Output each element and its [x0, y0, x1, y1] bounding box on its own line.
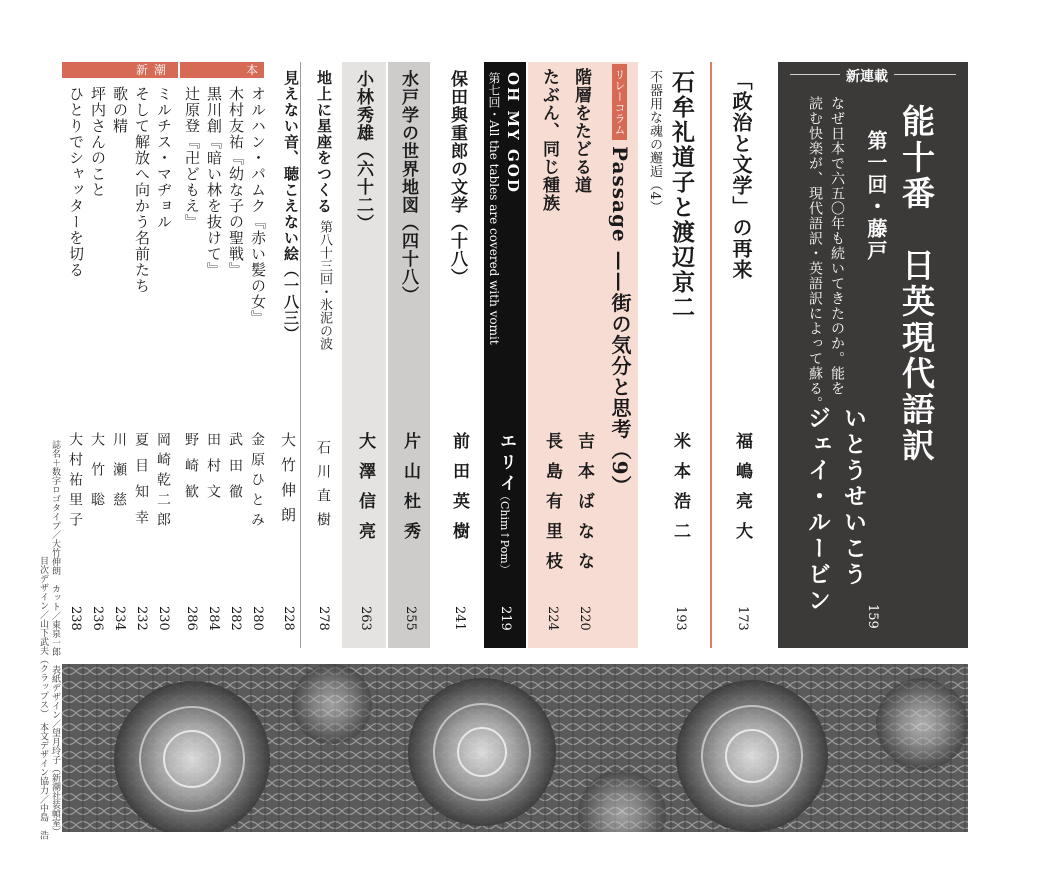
essay-page-maeda: 241	[452, 606, 467, 631]
book-item-2[interactable]: 黒川創『暗い林を抜けて』	[205, 86, 223, 278]
essay-page-yoshimoto: 220	[577, 606, 592, 631]
essay-title-tabun[interactable]: たぶん、同じ種族	[539, 68, 559, 212]
book-page-2: 284	[206, 606, 221, 631]
feature-author-1: いとうせいこう	[840, 406, 867, 588]
shinchou-page-0: 230	[156, 606, 171, 631]
shinchou-item-0[interactable]: ミルチス・マヂョル	[155, 86, 173, 230]
essay-sub-seiza: 第八十三回・氷泥の波	[317, 220, 332, 350]
essay-title-yasuda[interactable]: 保田與重郎の文学（十八）	[447, 70, 467, 286]
shinchou-author-0: 岡崎乾二郎	[155, 432, 171, 532]
pink-divider	[710, 62, 712, 648]
feature-label: 新連載	[840, 66, 894, 86]
essay-title-politics[interactable]: 「政治と文学」の再来	[729, 70, 753, 280]
feature-title[interactable]: 能十番 日英現代語訳	[897, 104, 936, 464]
shinchou-header-label: 新潮	[136, 63, 173, 77]
shinchou-author-4: 大村祐里子	[67, 432, 83, 532]
essay-page-osawa: 263	[358, 606, 373, 631]
cabbage-illustration	[62, 664, 968, 832]
feature-page: 159	[865, 604, 880, 629]
essay-page-otake: 228	[281, 606, 296, 631]
essay-sub-ishimure: 不器用な魂の邂逅（4）	[647, 70, 662, 214]
essay-title-seiza[interactable]: 地上に星座をつくる	[315, 70, 333, 214]
feature-blurb-2: 読む快楽が、現代語訳・英語訳によって蘇る。	[807, 96, 823, 411]
essay-author-osawa: 大澤信亮	[355, 432, 375, 552]
shinchou-page-2: 234	[112, 606, 127, 631]
book-item-1[interactable]: 木村友祐『幼な子の聖戦』	[227, 86, 245, 278]
feature-subtitle: 第一回・藤戸	[864, 130, 888, 262]
essay-sub-ohmygod: 第七回・All the tables are covered with vomit	[487, 72, 501, 345]
shinchou-item-3[interactable]: 坪内さんのこと	[89, 86, 107, 198]
book-author-2: 田村文	[205, 432, 221, 510]
essay-author-ishimure: 米本浩二	[670, 432, 690, 552]
shinchou-author-3: 大竹聡	[89, 432, 105, 522]
essay-page-nagashima: 224	[545, 606, 560, 631]
relay-column-tag: リレーコラム	[612, 64, 627, 140]
shinchou-page-4: 238	[68, 606, 83, 631]
book-author-3: 野崎歓	[183, 432, 199, 510]
book-page-3: 286	[184, 606, 199, 631]
essay-page-politics: 173	[735, 606, 750, 631]
shinchou-page-1: 232	[134, 606, 149, 631]
essay-author-katayama: 片山杜秀	[400, 432, 420, 552]
shinchou-author-1: 夏目知幸	[133, 432, 149, 536]
credits-line-2: 目次デザイン／山下武夫（クラップス） 本文デザイン協力／中島 浩	[38, 556, 48, 840]
book-item-3[interactable]: 辻原登『卍どもえ』	[183, 86, 201, 230]
essay-author-maeda: 前田英樹	[449, 432, 469, 552]
book-author-0: 金原ひとみ	[249, 432, 265, 532]
ornamental-cabbage-photo	[62, 664, 968, 832]
shinchou-item-1[interactable]: そして解放へ向かう名前たち	[133, 86, 151, 294]
books-header-label: 本	[246, 63, 259, 77]
essay-title-mito[interactable]: 水戸学の世界地図（四十八）	[398, 70, 418, 304]
essay-author-politics: 福嶋亮大	[732, 432, 752, 552]
essay-author-note-ohmygod: （Chim↑Pom）	[498, 490, 511, 575]
book-page-1: 282	[228, 606, 243, 631]
essay-author-otake: 大竹伸朗	[279, 432, 297, 532]
essay-title-ohmygod[interactable]: OH MY GOD	[504, 72, 522, 194]
shinchou-item-4[interactable]: ひとりでシャッターを切る	[67, 86, 85, 278]
essay-author-ohmygod: エリイ	[496, 432, 516, 495]
divider-books	[300, 62, 301, 648]
essay-page-ohmygod: 219	[498, 606, 513, 631]
essay-title-mienai[interactable]: 見えない音、聴こえない絵（一八三）	[282, 70, 300, 342]
book-author-1: 武田徹	[227, 432, 243, 510]
essay-author-nagashima: 長島有里枝	[542, 432, 562, 582]
shinchou-page-3: 236	[90, 606, 105, 631]
essay-title-kobayashi[interactable]: 小林秀雄（六十二）	[353, 70, 373, 232]
feature-author-2: ジェイ・ルービン	[804, 406, 831, 614]
essay-author-yoshimoto: 吉本ばなな	[574, 432, 594, 582]
essay-page-katayama: 255	[403, 606, 418, 631]
book-item-0[interactable]: オルハン・パムク『赤い髪の女』	[249, 86, 267, 326]
shinchou-item-2[interactable]: 歌の精	[111, 86, 129, 134]
essay-title-ishimure[interactable]: 石牟礼道子と渡辺京二	[668, 70, 695, 320]
book-page-0: 280	[250, 606, 265, 631]
credits-line-1: 誌名＋数字ロゴタイプ／大竹伸朗 カット／東泉一郎 表紙デザイン／望月玲子（新潮社装幀室）	[50, 440, 60, 836]
essay-page-ishikawa: 278	[316, 606, 331, 631]
essay-page-ishimure: 193	[673, 606, 688, 631]
essay-title-kaisou[interactable]: 階層をたどる道	[571, 68, 591, 194]
feature-blurb-1: なぜ日本で六五〇年も続いてきたのか。能を	[829, 96, 845, 396]
shinchou-author-2: 川瀬慈	[111, 432, 127, 522]
relay-column-title[interactable]: Passage ——街の気分と思考（9）	[608, 146, 632, 497]
essay-author-ishikawa: 石川直樹	[315, 440, 331, 536]
